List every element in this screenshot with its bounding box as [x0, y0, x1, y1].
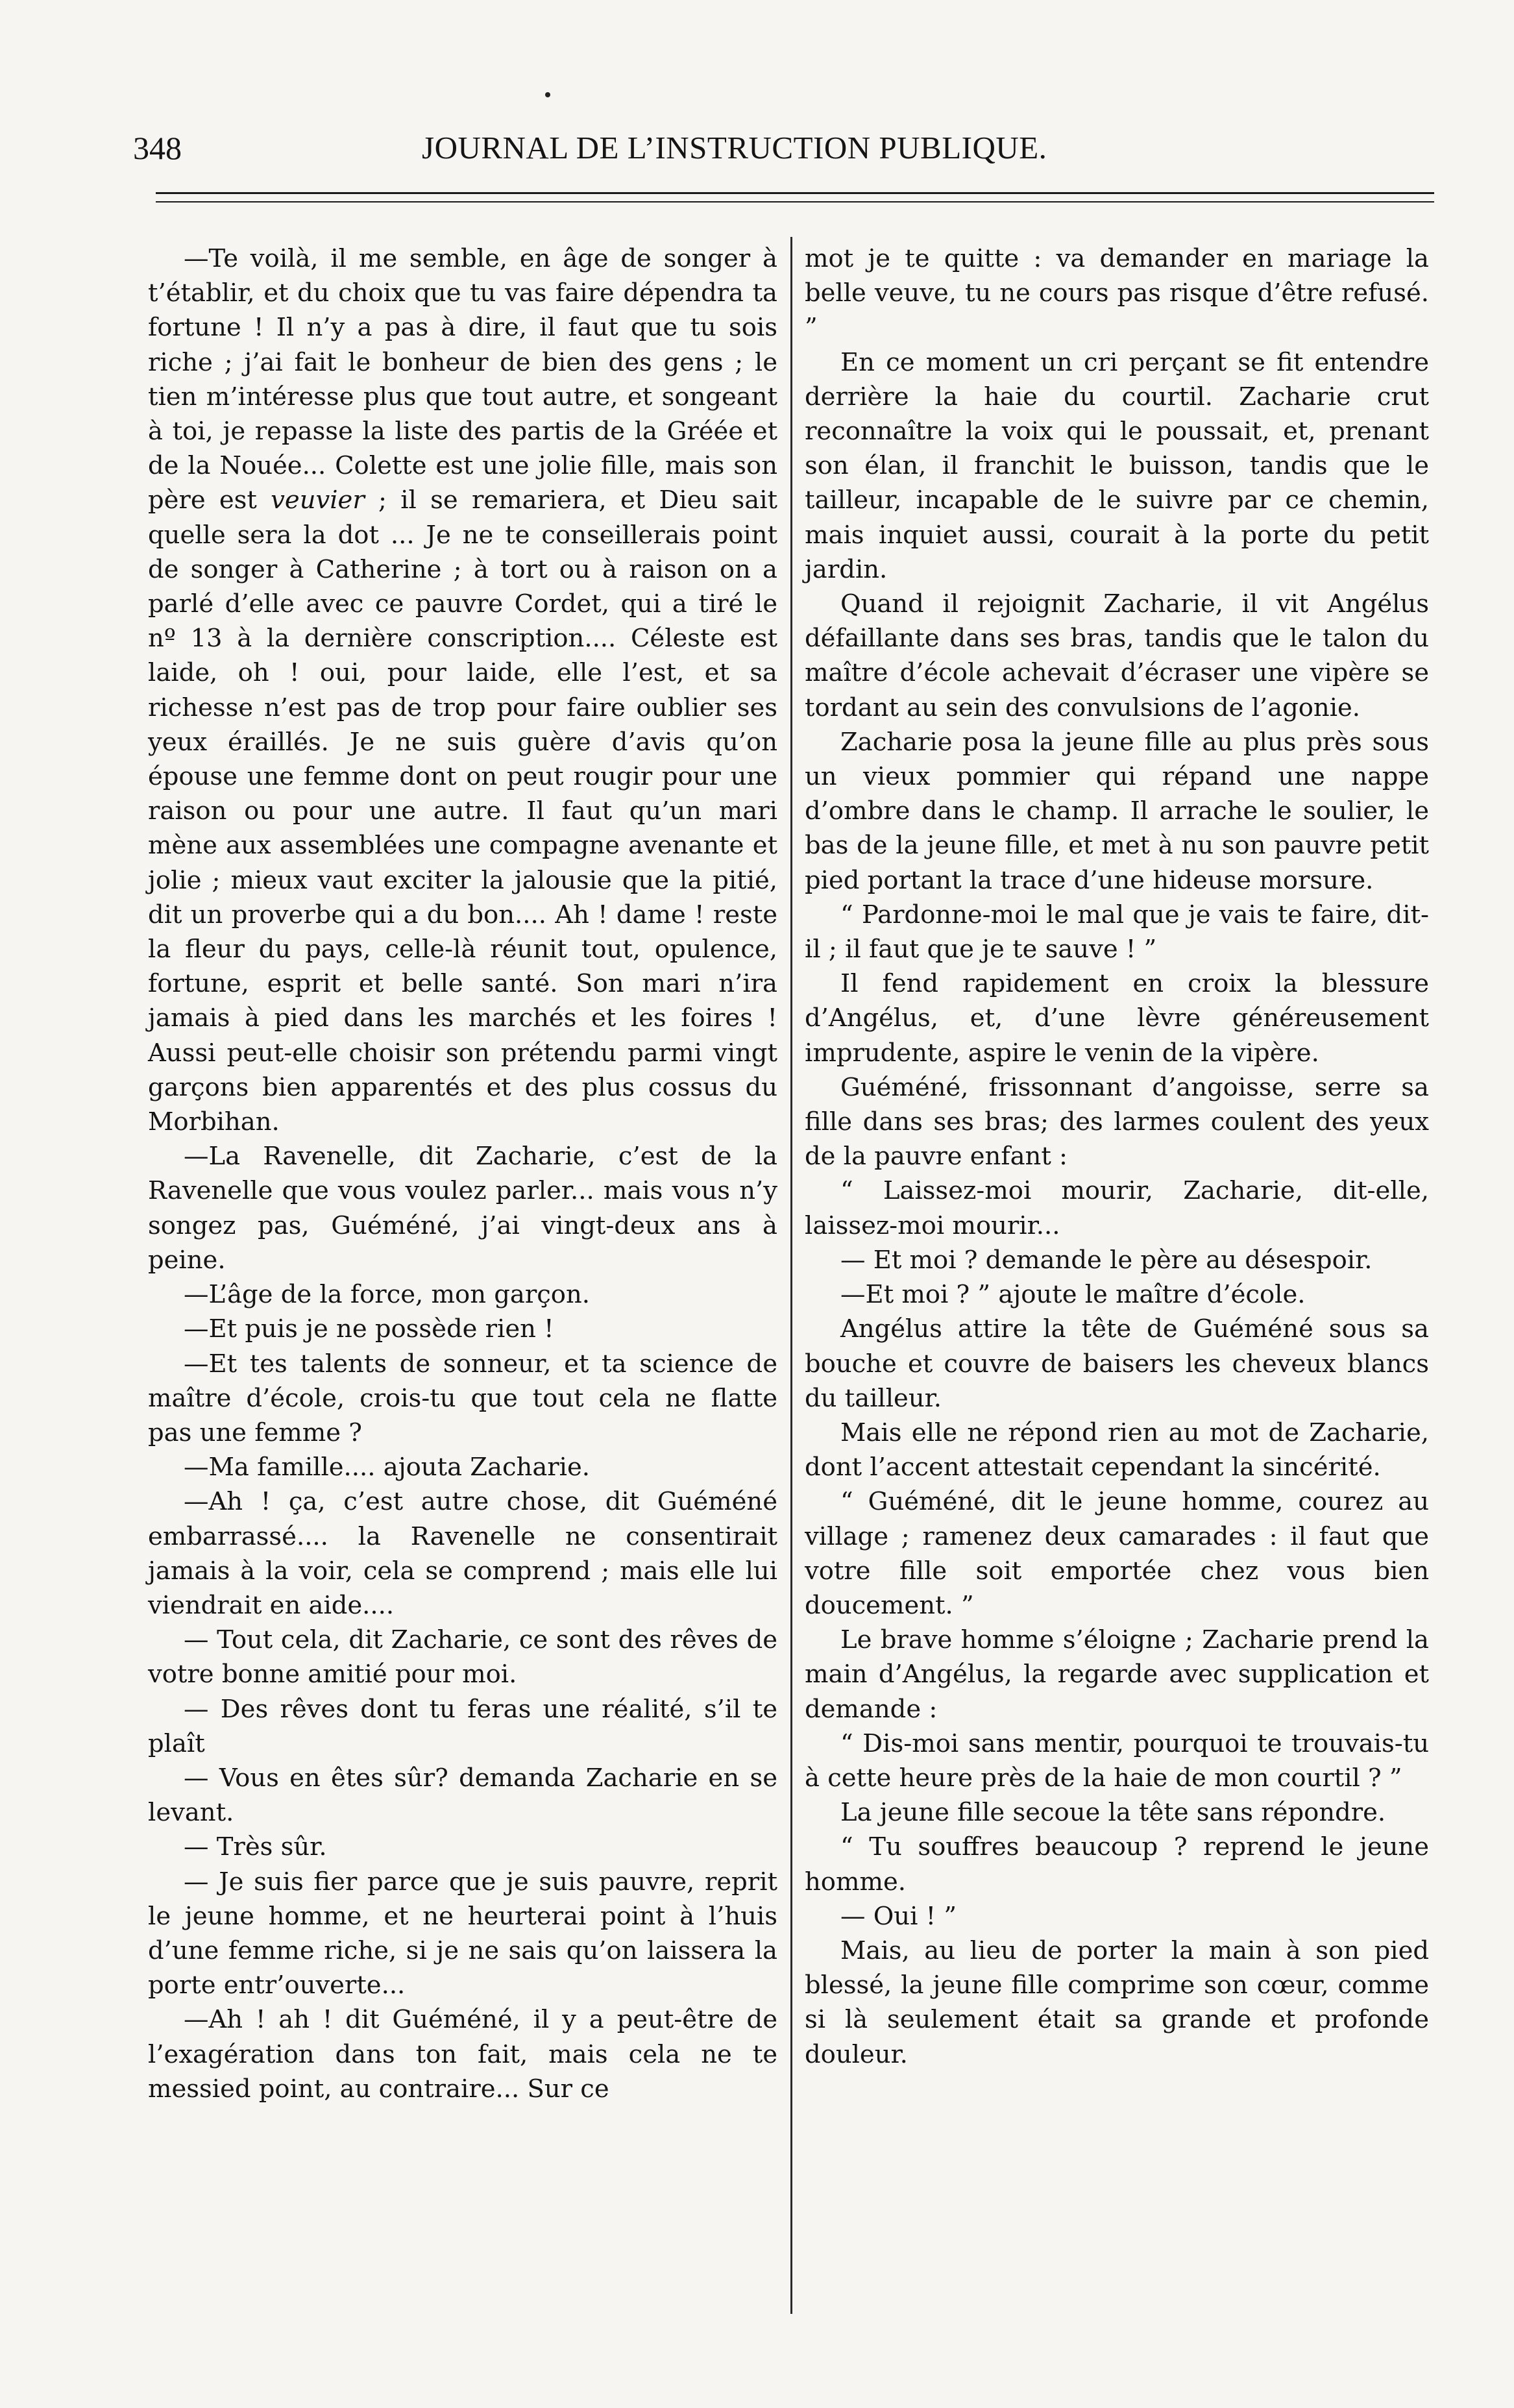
- running-title: JOURNAL DE L’INSTRUCTION PUBLIQUE.: [422, 130, 1047, 166]
- paragraph: La jeune fille secoue la tête sans répondre.: [840, 1798, 1386, 1828]
- paragraph: — Tout cela, dit Zacharie, ce sont des rêves de votre bonne amitié pour moi.: [148, 1625, 777, 1689]
- paragraph: [148, 241, 777, 1139]
- paragraph: “ Guéméné, dit le jeune homme, courez au village ; ramenez deux camarades : il faut que votre fille soit emportée chez vous bien doucement. ”: [805, 1487, 1429, 1620]
- left-column: [148, 241, 777, 2106]
- header-rule-top: [156, 192, 1434, 194]
- paragraph: —Ma famille.... ajouta Zacharie.: [184, 1453, 591, 1482]
- paragraph: Guéméné, frissonnant d’angoisse, serre sa fille dans ses bras; des larmes coulent des yeux de la pauvre enfant :: [805, 1072, 1429, 1172]
- paragraph: —Et moi ? ” ajoute le maître d’école.: [840, 1280, 1306, 1310]
- header-rule-bottom: [156, 201, 1434, 203]
- paragraph: — Vous en êtes sûr? demanda Zacharie en se levant.: [148, 1763, 777, 1828]
- paragraph: “ Laissez-moi mourir, Zacharie, dit-elle, laissez-moi mourir...: [805, 1176, 1429, 1240]
- paragraph: —Ah ! ah ! dit Guéméné, il y a peut-être de l’exagération dans ton fait, mais cela ne te messied point, au contraire... Sur ce: [148, 2005, 777, 2104]
- paragraph: “ Dis-moi sans mentir, pourquoi te trouvais-tu à cette heure près de la haie de mon courtil ? ”: [805, 1728, 1429, 1793]
- paragraph: Mais, au lieu de porter la main à son pied blessé, la jeune fille comprime son cœur, comme si là seulement était sa grande et profonde douleur.: [805, 1935, 1429, 2069]
- paragraph: Mais elle ne répond rien au mot de Zacharie, dont l’accent attestait cependant la sincérité.: [805, 1418, 1429, 1482]
- italic-word: veuvier: [271, 485, 365, 515]
- paragraph-text: ; il se remariera, et Dieu sait quelle sera la dot ... Je ne te conseillerais point de songer à Catherine ; à tort ou à raison on a parlé d’elle avec ce pauvre Cordet, qui a tiré le nº 13 à la dernière conscription.... Céleste est laide, oh ! oui, pour laide, elle l’est, et sa richesse n’est pas de trop pour faire oublier ses yeux éraillés. Je ne suis guère d’avis qu’on épouse une femme dont on peut rougir pour une raison ou pour une autre. Il faut qu’un mari mène aux assemblées une compagne avenante et jolie ; mieux vaut exciter la jalousie que la pitié, dit un proverbe qui a du bon.... Ah ! dame ! reste la fleur du pays, celle-là réunit tout, opulence, fortune, esprit et belle santé. Son mari n’ira jamais à pied dans les marchés et les foires ! Aussi peut-elle choisir son prétendu parmi vingt garçons bien apparentés et des plus cossus du Morbihan.: [148, 485, 777, 1137]
- paragraph: — Des rêves dont tu feras une réalité, s’il te plaît: [148, 1694, 777, 1758]
- paragraph: Le brave homme s’éloigne ; Zacharie prend la main d’Angélus, la regarde avec supplication et demande :: [805, 1625, 1429, 1724]
- paragraph: —Et puis je ne possède rien !: [184, 1314, 554, 1344]
- paragraph: Zacharie posa la jeune fille au plus près sous un vieux pommier qui répand une nappe d’ombre dans le champ. Il arrache le soulier, le bas de la jeune fille, et met à nu son pauvre petit pied portant la trace d’une hideuse morsure.: [805, 727, 1429, 895]
- paragraph: — Je suis fier parce que je suis pauvre, reprit le jeune homme, et ne heurterai point à l’huis d’une femme riche, si je ne sais qu’on laissera la porte entr’ouverte...: [148, 1867, 777, 2000]
- paragraph: —La Ravenelle, dit Zacharie, c’est de la Ravenelle que vous voulez parler... mais vous n’y songez pas, Guéméné, j’ai vingt-deux ans à peine.: [148, 1142, 777, 1275]
- paragraph: — Oui ! ”: [840, 1901, 957, 1931]
- ink-speck: [545, 92, 550, 97]
- right-column: [805, 241, 1429, 2072]
- paragraph: —Et tes talents de sonneur, et ta science de maître d’école, crois-tu que tout cela ne flatte pas une femme ?: [148, 1349, 777, 1447]
- paragraph: — Très sûr.: [184, 1832, 327, 1862]
- paragraph: Angélus attire la tête de Guéméné sous sa bouche et couvre de baisers les cheveux blancs du tailleur.: [805, 1314, 1429, 1413]
- paragraph: Il fend rapidement en croix la blessure d’Angélus, et, d’une lèvre généreusement imprudente, aspire le venin de la vipère.: [805, 969, 1429, 1068]
- paragraph: —L’âge de la force, mon garçon.: [184, 1280, 591, 1310]
- paragraph: En ce moment un cri perçant se fit entendre derrière la haie du courtil. Zacharie crut reconnaître la voix qui le poussait, et, prenant son élan, il franchit le buisson, tandis que le tailleur, incapable de le suivre par ce chemin, mais inquiet aussi, courait à la porte du petit jardin.: [805, 347, 1429, 584]
- paragraph: —Ah ! ça, c’est autre chose, dit Guéméné embarrassé.... la Ravenelle ne consentirait jamais à la voir, cela se comprend ; mais elle lui viendrait en aide....: [148, 1487, 777, 1620]
- page-number: 348: [133, 130, 182, 166]
- paragraph: — Et moi ? demande le père au désespoir.: [840, 1245, 1373, 1275]
- paragraph: “ Pardonne-moi le mal que je vais te faire, dit-il ; il faut que je te sauve ! ”: [805, 900, 1429, 964]
- paragraph: “ Tu souffres beaucoup ? reprend le jeune homme.: [805, 1832, 1429, 1897]
- column-divider: [790, 237, 792, 2314]
- paragraph: mot je te quitte : va demander en mariage la belle veuve, tu ne cours pas risque d’être refusé. ”: [805, 244, 1429, 343]
- paragraph: Quand il rejoignit Zacharie, il vit Angélus défaillante dans ses bras, tandis que le talon du maître d’école achevait d’écraser une vipère se tordant au sein des convulsions de l’agonie.: [805, 589, 1429, 722]
- paragraph-text: —Te voilà, il me semble, en âge de songer à t’établir, et du choix que tu vas faire dépendra ta fortune ! Il n’y a pas à dire, il faut que tu sois riche ; j’ai fait le bonheur de bien des gens ; le tien m’intéresse plus que tout autre, et songeant à toi, je repasse la liste des partis de la Gréée et de la Nouée... Colette est une jolie fille, mais son père est: [148, 244, 777, 515]
- page-header: [133, 122, 1191, 174]
